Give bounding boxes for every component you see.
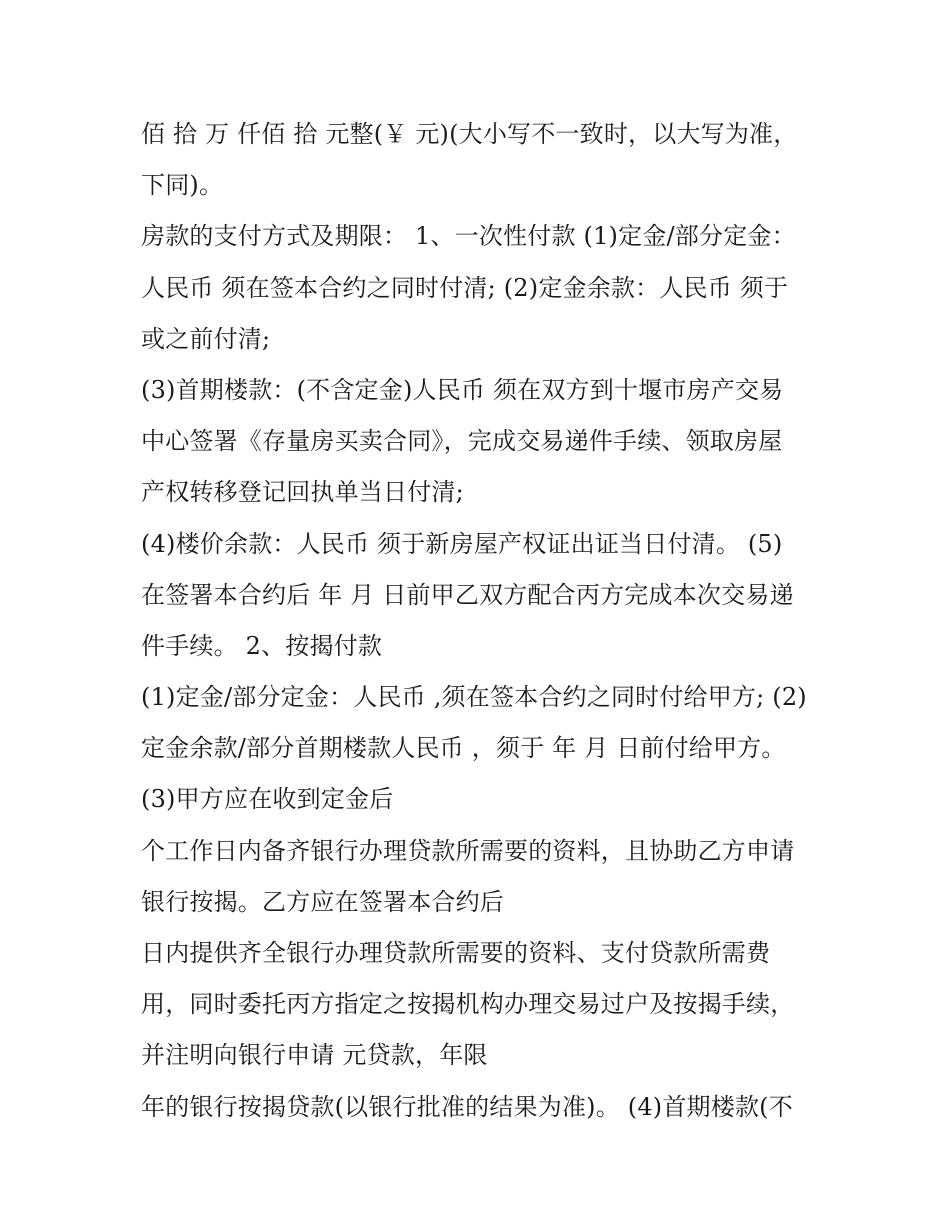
text-line-7: 中心签署《存量房买卖合同》，完成交易递件手续、领取房屋 — [141, 427, 783, 456]
text-line-8: 产权转移登记回执单当日付清; — [141, 478, 464, 507]
text-line-19: 并注明向银行申请 元贷款，年限 — [141, 1041, 488, 1070]
text-line-20: 年的银行按揭贷款(以银行批准的结果为准)。 (4)首期楼款(不 — [141, 1092, 793, 1121]
text-line-18: 用，同时委托丙方指定之按揭机构办理交易过户及按揭手续， — [141, 990, 795, 1019]
text-line-16: 银行按揭。乙方应在签署本合约后 — [141, 887, 504, 916]
text-line-17: 日内提供齐全银行办理贷款所需要的资料、支付贷款所需费 — [141, 939, 771, 967]
text-line-3: 房款的支付方式及期限： 1、一次性付款 (1)定金/部分定金： — [141, 222, 796, 251]
text-line-2: 下同)。 — [141, 171, 224, 200]
text-line-1: 佰 拾 万 仟佰 拾 元整(￥ 元)(大小写不一致时，以大写为准， — [141, 120, 798, 148]
contract-text-body — [141, 109, 821, 1133]
text-line-15: 个工作日内备齐银行办理贷款所需要的资料，且协助乙方申请 — [141, 836, 795, 865]
text-line-14: (3)甲方应在收到定金后 — [141, 785, 394, 814]
text-line-13: 定金余款/部分首期楼款人民币 ，须于 年 月 日前付给甲方。 — [141, 734, 786, 763]
text-line-11: 件手续。 2、按揭付款 — [141, 631, 383, 660]
text-line-6: (3)首期楼款：(不含定金)人民币 须在双方到十堰市房产交易 — [141, 375, 784, 404]
text-line-4: 人民币 须在签本合约之同时付清; (2)定金余款：人民币 须于 — [141, 273, 789, 302]
text-line-12: (1)定金/部分定金：人民币 ,须在签本合约之同时付给甲方; (2) — [141, 683, 807, 712]
text-line-5: 或之前付清; — [141, 324, 271, 353]
text-line-10: 在签署本合约后 年 月 日前甲乙双方配合丙方完成本次交易递 — [141, 580, 794, 609]
text-line-9: (4)楼价余款：人民币 须于新房屋产权证出证当日付清。 (5) — [141, 529, 783, 558]
